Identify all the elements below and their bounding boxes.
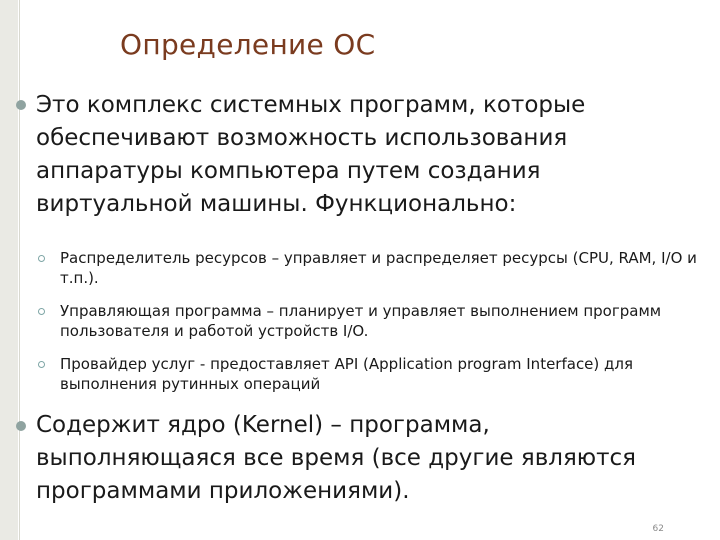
bullet-dot-icon [16, 421, 26, 431]
sub-bullet-ring-icon [38, 255, 45, 262]
slide-title: Определение ОС [120, 28, 376, 61]
bullet-text: Это комплекс системных программ, которые обеспечивают возможность использования аппаратуры компьютера путем создания виртуальной машины. Функционально: [36, 92, 586, 217]
page-number: 62 [652, 524, 664, 534]
left-decorative-strip [0, 0, 18, 540]
sub-bullet-text: Управляющая программа – планирует и управляет выполнением программ пользователя и работой устройств I/O. [60, 302, 662, 340]
sub-bullet-ring-icon [38, 361, 45, 368]
sub-bullet-text: Провайдер услуг - предоставляет API (Application program Interface) для выполнения рутинных операций [60, 355, 634, 393]
sub-bullet-ring-icon [38, 308, 45, 315]
sub-bullet-text: Распределитель ресурсов – управляет и распределяет ресурсы (CPU, RAM, I/O и т.п.). [60, 249, 697, 287]
left-decorative-line [19, 0, 20, 540]
bullet-text: Содержит ядро (Kernel) – программа, выполняющаяся все время (все другие являются программами приложениями). [36, 412, 637, 504]
bullet-dot-icon [16, 100, 26, 110]
